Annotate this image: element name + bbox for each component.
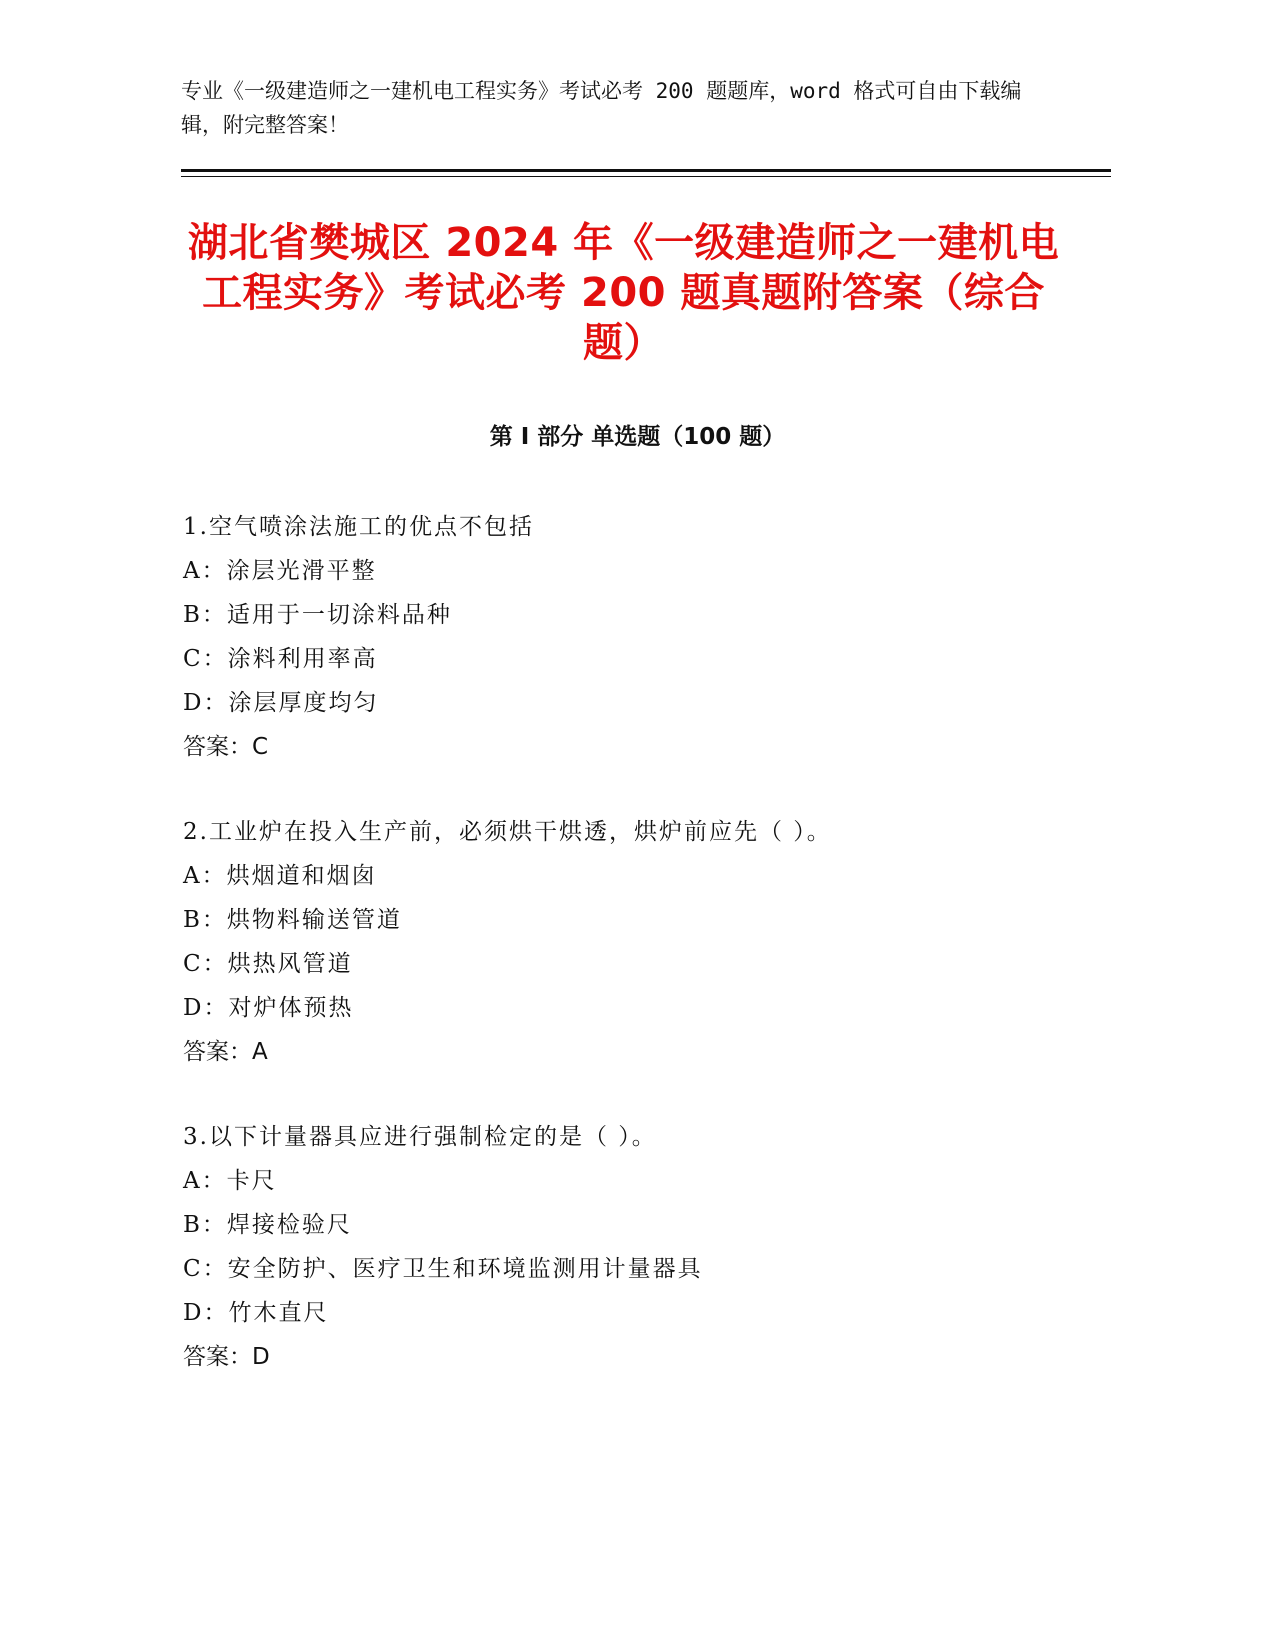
question-stem: 1.空气喷涂法施工的优点不包括: [183, 514, 534, 540]
header-divider-thick: [181, 169, 1111, 172]
question-item: [183, 505, 1083, 769]
question-stem: 3.以下计量器具应进行强制检定的是（ ）。: [183, 1124, 657, 1150]
option-d: D：涂层厚度均匀: [183, 690, 379, 716]
question-item: [183, 1115, 1083, 1379]
answer-line: 答案：D: [183, 1344, 270, 1370]
option-c: C：涂料利用率高: [183, 646, 378, 672]
section-heading: 第 I 部分 单选题（100 题）: [489, 424, 786, 450]
option-d: D：对炉体预热: [183, 995, 354, 1021]
option-a: A：卡尺: [183, 1168, 277, 1194]
option-c: C：烘热风管道: [183, 951, 353, 977]
option-d: D：竹木直尺: [183, 1300, 329, 1326]
option-a: A：烘烟道和烟囱: [183, 863, 377, 889]
answer-line: 答案：C: [183, 734, 269, 760]
header-divider-thin: [181, 176, 1111, 177]
option-c: C：安全防护、医疗卫生和环境监测用计量器具: [183, 1256, 703, 1282]
option-b: B：焊接检验尺: [183, 1212, 352, 1238]
question-item: [183, 810, 1083, 1074]
option-a: A：涂层光滑平整: [183, 558, 377, 584]
header-note: 专业《一级建造师之一建机电工程实务》考试必考 200 题题库，word 格式可自由下载编辑，附完整答案！: [181, 79, 1022, 137]
document-title: 湖北省樊城区 2024 年《一级建造师之一建机电工程实务》考试必考 200 题真题附答案（综合题）: [187, 220, 1060, 366]
question-stem: 2.工业炉在投入生产前，必须烘干烘透，烘炉前应先（ ）。: [183, 819, 832, 845]
option-b: B：适用于一切涂料品种: [183, 602, 452, 628]
question-list: [183, 505, 1083, 1420]
option-b: B：烘物料输送管道: [183, 907, 402, 933]
answer-line: 答案：A: [183, 1039, 268, 1065]
